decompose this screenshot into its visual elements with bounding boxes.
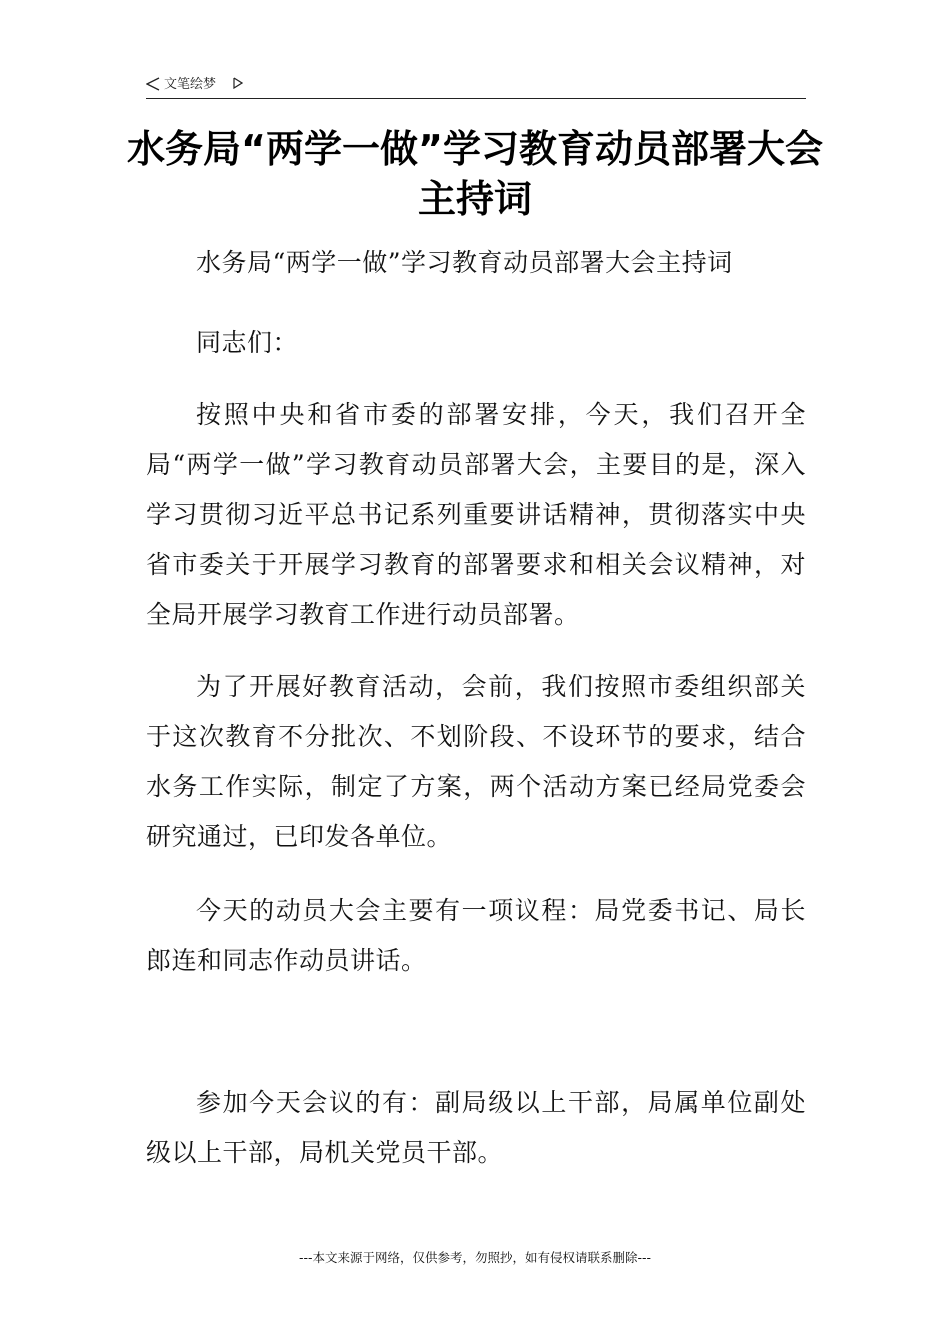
paragraph-salutation: 同志们： [196,328,299,357]
footer-disclaimer: ---本文来源于网络，仅供参考，勿照抄，如有侵权请联系删除--- [298,1250,652,1265]
paragraph-intro: 按照中央和省市委的部署安排，今天，我们召开全局“两学一做”学习教育动员部署大会，主要目的是，深入学习贯彻习近平总书记系列重要讲话精神，贯彻落实中央省市委关于开展学习教育的部署要求和相关会议精神，对全局开展学习教育工作进行动员部署。 [146,400,806,629]
triangle-left-icon [146,77,160,91]
triangle-right-icon [233,77,243,89]
paragraph-preparation: 为了开展好教育活动，会前，我们按照市委组织部关于这次教育不分批次、不划阶段、不设环节的要求，结合水务工作实际，制定了方案，两个活动方案已经局党委会研究通过，已印发各单位。 [146,672,806,851]
header-brand: 文笔绘梦 [164,77,217,92]
document-title: 水务局“两学一做”学习教育动员部署大会主持词 [127,127,823,221]
paragraph-subtitle: 水务局“两学一做”学习教育动员部署大会主持词 [196,248,733,277]
page-header [146,74,806,99]
paragraph-agenda: 今天的动员大会主要有一项议程：局党委书记、局长郎连和同志作动员讲话。 [146,896,806,975]
paragraph-attendees: 参加今天会议的有：副局级以上干部，局属单位副处级以上干部，局机关党员干部。 [146,1088,806,1167]
